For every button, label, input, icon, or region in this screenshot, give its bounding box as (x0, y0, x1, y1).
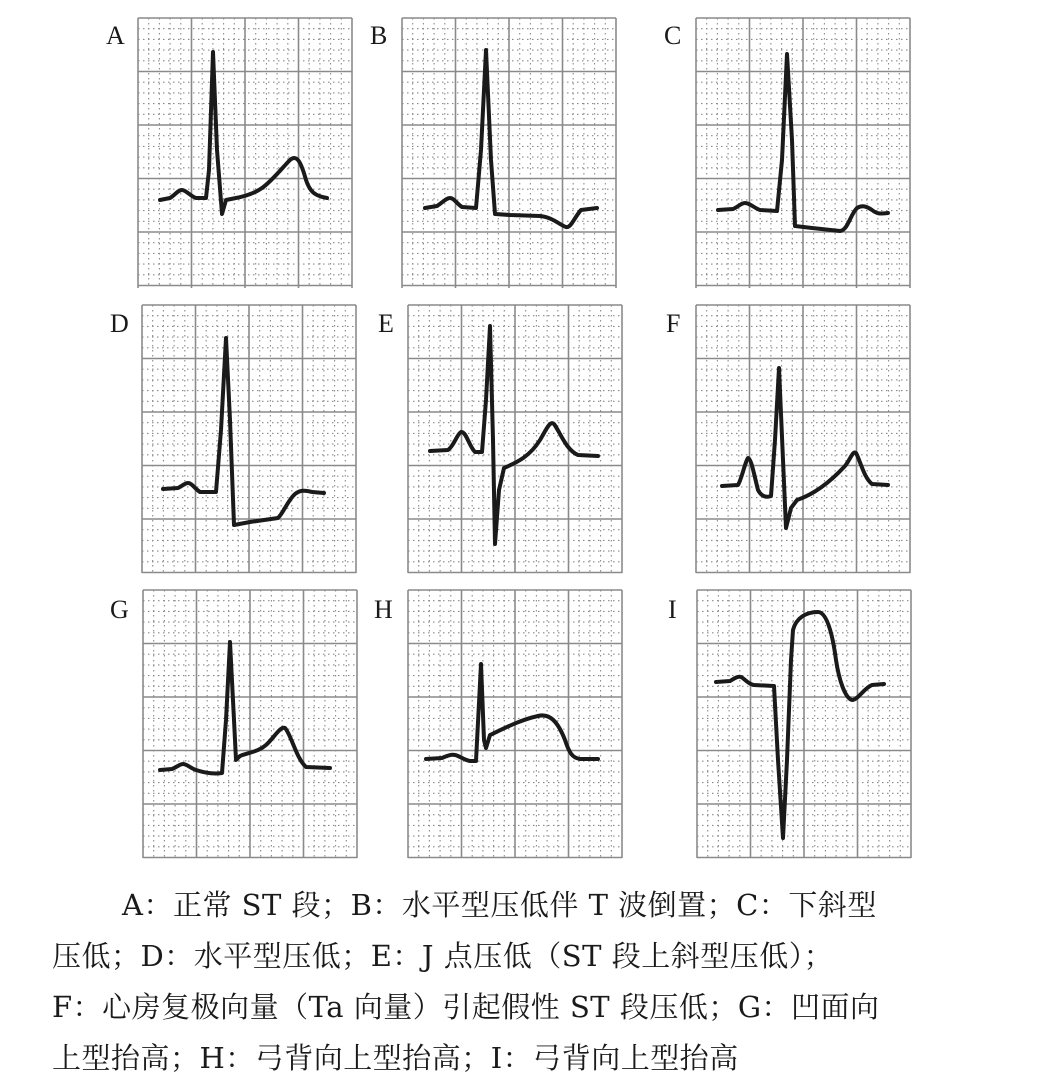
panel-e (378, 305, 622, 573)
panel-h (374, 590, 622, 858)
ecg-trace (425, 50, 597, 227)
grid-paper (143, 590, 357, 858)
ecg-trace (163, 338, 324, 525)
grid-paper (696, 305, 910, 573)
grid-paper (408, 305, 622, 573)
panel-i (668, 590, 911, 858)
caption-line: 上型抬高；H：弓背向上型抬高；I：弓背向上型抬高 (52, 1041, 739, 1075)
panel-label: A (106, 21, 125, 50)
panel-label: E (378, 309, 394, 338)
grid-paper (138, 18, 352, 288)
panel-label: F (666, 309, 681, 338)
panel-d (110, 305, 356, 573)
panel-c (664, 18, 910, 288)
ecg-trace (426, 664, 598, 761)
panel-label: D (110, 309, 129, 338)
panel-label: H (374, 595, 393, 624)
grid-paper (696, 18, 910, 288)
panel-label: C (664, 21, 682, 50)
ecg-trace (722, 368, 888, 528)
panel-f (666, 305, 910, 573)
grid-paper (697, 590, 911, 858)
panel-label: I (668, 595, 677, 624)
panel-a (106, 18, 352, 288)
panel-b (370, 18, 616, 288)
panel-label: G (110, 595, 129, 624)
grid-paper (402, 18, 616, 288)
caption-line: F：心房复极向量（Ta 向量）引起假性 ST 段压低；G：凹面向 (52, 990, 880, 1024)
panel-label: B (370, 21, 388, 50)
panel-g (110, 590, 357, 858)
caption-line: A：正常 ST 段；B：水平型压低伴 T 波倒置；C：下斜型 (122, 888, 877, 922)
figure-caption (52, 880, 992, 1084)
grid-paper (142, 305, 356, 573)
caption-line: 压低；D：水平型压低；E：J 点压低（ST 段上斜型压低）； (52, 939, 834, 973)
